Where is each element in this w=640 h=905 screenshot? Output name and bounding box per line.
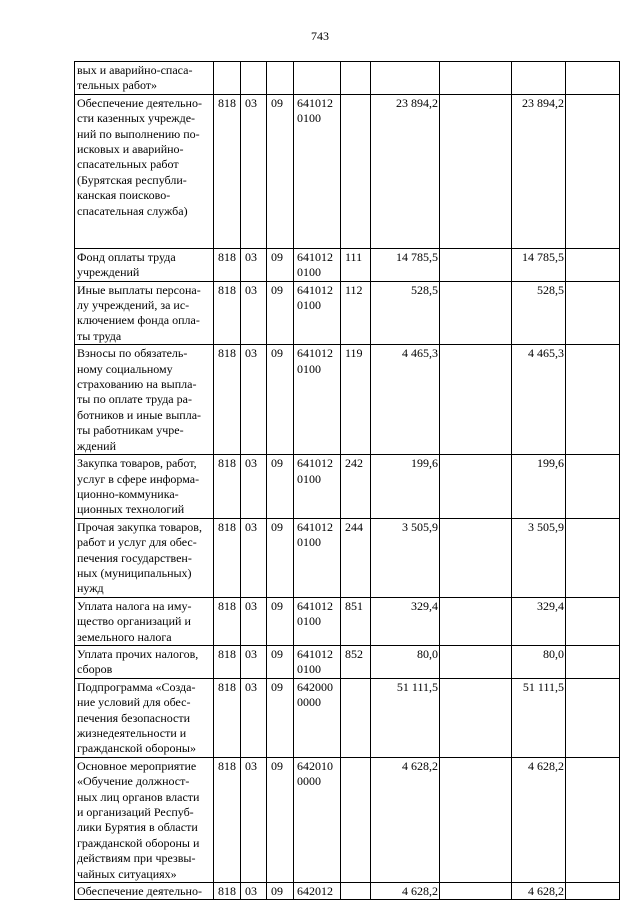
amount-total-cell: 528,5 bbox=[512, 281, 566, 345]
amount-cell: 14 785,5 bbox=[371, 248, 440, 281]
amount-total-cell: 4 465,3 bbox=[512, 345, 566, 455]
ved-code-cell: 818 bbox=[214, 518, 241, 597]
empty-cell bbox=[566, 757, 620, 882]
amount-cell: 51 111,5 bbox=[371, 678, 440, 757]
ved-code-cell: 818 bbox=[214, 757, 241, 882]
section-code-cell bbox=[241, 62, 267, 95]
row-name-cell: Подпрограмма «Созда- ние условий для обес- печения безопасности жизнедеятельности и гражданской обороны» bbox=[75, 678, 214, 757]
subsection-code-cell: 09 bbox=[267, 345, 294, 455]
expense-type-code-cell: 244 bbox=[341, 518, 371, 597]
row-name-cell: Иные выплаты персона- лу учреждений, за ис- ключением фонда опла- ты труда bbox=[75, 281, 214, 345]
row-name-cell: Основное мероприятие «Обучение должност- ных лиц органов власти и организаций Респуб- лики Бурятия в области гражданской обороны и действиям при чрезвы- чайных ситуациях» bbox=[75, 757, 214, 882]
amount-total-cell: 23 894,2 bbox=[512, 94, 566, 248]
ved-code-cell: 818 bbox=[214, 455, 241, 519]
subsection-code-cell: 09 bbox=[267, 281, 294, 345]
budget-table bbox=[74, 61, 620, 900]
amount-total-cell: 4 628,2 bbox=[512, 757, 566, 882]
expense-type-code-cell bbox=[341, 62, 371, 95]
row-name-cell: Обеспечение деятельно- bbox=[75, 883, 214, 900]
amount-total-cell: 199,6 bbox=[512, 455, 566, 519]
subsection-code-cell: 09 bbox=[267, 94, 294, 248]
row-name-cell: Прочая закупка товаров, работ и услуг для обес- печения государствен- ных (муниципальных) нужд bbox=[75, 518, 214, 597]
amount-change-cell bbox=[440, 62, 512, 95]
table-row bbox=[75, 678, 620, 757]
subsection-code-cell: 09 bbox=[267, 248, 294, 281]
subsection-code-cell: 09 bbox=[267, 883, 294, 900]
section-code-cell: 03 bbox=[241, 757, 267, 882]
ved-code-cell: 818 bbox=[214, 678, 241, 757]
table-row bbox=[75, 518, 620, 597]
target-article-code-cell: 641012 0100 bbox=[294, 645, 341, 678]
empty-cell bbox=[566, 518, 620, 597]
amount-total-cell bbox=[512, 62, 566, 95]
amount-cell: 4 628,2 bbox=[371, 883, 440, 900]
subsection-code-cell: 09 bbox=[267, 678, 294, 757]
section-code-cell: 03 bbox=[241, 94, 267, 248]
expense-type-code-cell: 852 bbox=[341, 645, 371, 678]
expense-type-code-cell bbox=[341, 883, 371, 900]
expense-type-code-cell bbox=[341, 757, 371, 882]
subsection-code-cell: 09 bbox=[267, 645, 294, 678]
row-name-cell: Закупка товаров, работ, услуг в сфере информа- ционно-коммуника- ционных технологий bbox=[75, 455, 214, 519]
target-article-code-cell: 642012 bbox=[294, 883, 341, 900]
ved-code-cell bbox=[214, 62, 241, 95]
amount-cell: 23 894,2 bbox=[371, 94, 440, 248]
empty-cell bbox=[566, 62, 620, 95]
amount-change-cell bbox=[440, 597, 512, 645]
section-code-cell: 03 bbox=[241, 455, 267, 519]
subsection-code-cell: 09 bbox=[267, 597, 294, 645]
empty-cell bbox=[566, 281, 620, 345]
amount-change-cell bbox=[440, 281, 512, 345]
section-code-cell: 03 bbox=[241, 883, 267, 900]
amount-change-cell bbox=[440, 678, 512, 757]
table-row bbox=[75, 645, 620, 678]
target-article-code-cell: 641012 0100 bbox=[294, 597, 341, 645]
section-code-cell: 03 bbox=[241, 248, 267, 281]
amount-total-cell: 14 785,5 bbox=[512, 248, 566, 281]
table-row bbox=[75, 455, 620, 519]
amount-cell: 4 465,3 bbox=[371, 345, 440, 455]
section-code-cell: 03 bbox=[241, 345, 267, 455]
subsection-code-cell: 09 bbox=[267, 757, 294, 882]
row-name-cell: Взносы по обязатель- ному социальному страхованию на выпла- ты по оплате труда ра- ботников и иные выпла- ты работникам учре- ждений bbox=[75, 345, 214, 455]
target-article-code-cell: 641012 0100 bbox=[294, 455, 341, 519]
target-article-code-cell: 641012 0100 bbox=[294, 281, 341, 345]
table-row bbox=[75, 597, 620, 645]
subsection-code-cell: 09 bbox=[267, 518, 294, 597]
expense-type-code-cell: 111 bbox=[341, 248, 371, 281]
ved-code-cell: 818 bbox=[214, 94, 241, 248]
empty-cell bbox=[566, 678, 620, 757]
row-name-cell: Обеспечение деятельно- сти казенных учрежде- ний по выполнению по- исковых и аварийно- спасательных работ (Бурятская республи- канская поисково- спасательная служба) bbox=[75, 94, 214, 248]
amount-change-cell bbox=[440, 345, 512, 455]
amount-total-cell: 3 505,9 bbox=[512, 518, 566, 597]
amount-total-cell: 51 111,5 bbox=[512, 678, 566, 757]
empty-cell bbox=[566, 248, 620, 281]
ved-code-cell: 818 bbox=[214, 248, 241, 281]
section-code-cell: 03 bbox=[241, 281, 267, 345]
amount-total-cell: 80,0 bbox=[512, 645, 566, 678]
table-row bbox=[75, 757, 620, 882]
expense-type-code-cell: 851 bbox=[341, 597, 371, 645]
expense-type-code-cell bbox=[341, 678, 371, 757]
row-name-cell: Уплата прочих налогов, сборов bbox=[75, 645, 214, 678]
target-article-code-cell bbox=[294, 62, 341, 95]
amount-cell: 528,5 bbox=[371, 281, 440, 345]
table-row bbox=[75, 248, 620, 281]
amount-change-cell bbox=[440, 645, 512, 678]
empty-cell bbox=[566, 883, 620, 900]
target-article-code-cell: 642000 0000 bbox=[294, 678, 341, 757]
amount-cell: 329,4 bbox=[371, 597, 440, 645]
amount-change-cell bbox=[440, 455, 512, 519]
empty-cell bbox=[566, 597, 620, 645]
table-row bbox=[75, 62, 620, 95]
table-row bbox=[75, 345, 620, 455]
page-number: 743 bbox=[311, 29, 329, 43]
amount-cell: 80,0 bbox=[371, 645, 440, 678]
expense-type-code-cell bbox=[341, 94, 371, 248]
amount-change-cell bbox=[440, 883, 512, 900]
expense-type-code-cell: 242 bbox=[341, 455, 371, 519]
target-article-code-cell: 641012 0100 bbox=[294, 94, 341, 248]
amount-total-cell: 4 628,2 bbox=[512, 883, 566, 900]
ved-code-cell: 818 bbox=[214, 645, 241, 678]
amount-change-cell bbox=[440, 757, 512, 882]
table-row bbox=[75, 883, 620, 900]
section-code-cell: 03 bbox=[241, 678, 267, 757]
section-code-cell: 03 bbox=[241, 597, 267, 645]
amount-change-cell bbox=[440, 518, 512, 597]
amount-cell: 4 628,2 bbox=[371, 757, 440, 882]
ved-code-cell: 818 bbox=[214, 281, 241, 345]
ved-code-cell: 818 bbox=[214, 345, 241, 455]
empty-cell bbox=[566, 345, 620, 455]
target-article-code-cell: 641012 0100 bbox=[294, 248, 341, 281]
empty-cell bbox=[566, 94, 620, 248]
table-row bbox=[75, 94, 620, 248]
empty-cell bbox=[566, 645, 620, 678]
ved-code-cell: 818 bbox=[214, 597, 241, 645]
amount-cell: 199,6 bbox=[371, 455, 440, 519]
row-name-cell: Фонд оплаты труда учреждений bbox=[75, 248, 214, 281]
subsection-code-cell bbox=[267, 62, 294, 95]
amount-total-cell: 329,4 bbox=[512, 597, 566, 645]
amount-change-cell bbox=[440, 248, 512, 281]
target-article-code-cell: 642010 0000 bbox=[294, 757, 341, 882]
subsection-code-cell: 09 bbox=[267, 455, 294, 519]
amount-cell bbox=[371, 62, 440, 95]
row-name-cell: вых и аварийно-спаса- тельных работ» bbox=[75, 62, 214, 95]
amount-cell: 3 505,9 bbox=[371, 518, 440, 597]
section-code-cell: 03 bbox=[241, 518, 267, 597]
empty-cell bbox=[566, 455, 620, 519]
table-row bbox=[75, 281, 620, 345]
expense-type-code-cell: 112 bbox=[341, 281, 371, 345]
ved-code-cell: 818 bbox=[214, 883, 241, 900]
target-article-code-cell: 641012 0100 bbox=[294, 345, 341, 455]
amount-change-cell bbox=[440, 94, 512, 248]
section-code-cell: 03 bbox=[241, 645, 267, 678]
target-article-code-cell: 641012 0100 bbox=[294, 518, 341, 597]
expense-type-code-cell: 119 bbox=[341, 345, 371, 455]
row-name-cell: Уплата налога на иму- щество организаций и земельного налога bbox=[75, 597, 214, 645]
